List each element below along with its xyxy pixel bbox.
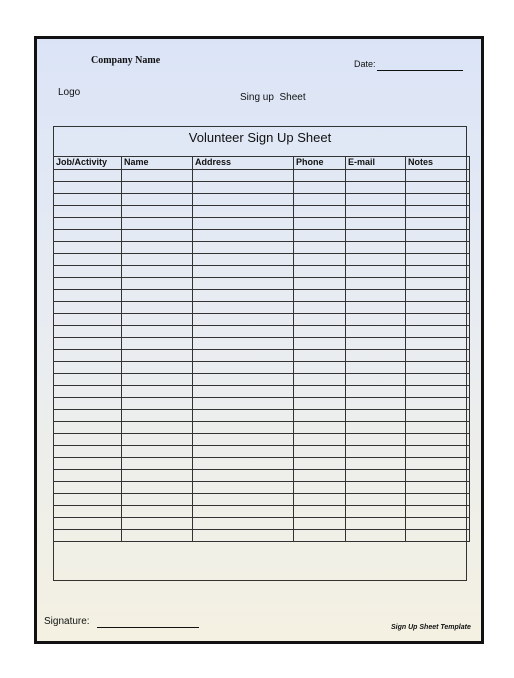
table-cell[interactable] [193, 518, 294, 530]
table-cell[interactable] [406, 362, 470, 374]
table-cell[interactable] [294, 326, 346, 338]
table-cell[interactable] [122, 242, 193, 254]
table-cell[interactable] [346, 494, 406, 506]
table-cell[interactable] [294, 506, 346, 518]
table-cell[interactable] [193, 278, 294, 290]
sign-up-sheet-document [34, 36, 484, 644]
table-cell[interactable] [406, 398, 470, 410]
table-cell[interactable] [346, 422, 406, 434]
table-cell[interactable] [346, 518, 406, 530]
table-row [54, 242, 470, 254]
table-cell[interactable] [346, 326, 406, 338]
table-cell[interactable] [406, 290, 470, 302]
table-cell[interactable] [122, 446, 193, 458]
table-cell[interactable] [193, 218, 294, 230]
table-cell[interactable] [193, 182, 294, 194]
table-row [54, 170, 470, 182]
table-cell[interactable] [346, 434, 406, 446]
table-cell[interactable] [54, 242, 122, 254]
table-cell[interactable] [54, 194, 122, 206]
table-cell[interactable] [54, 326, 122, 338]
table-cell[interactable] [122, 422, 193, 434]
table-cell[interactable] [294, 374, 346, 386]
sheet-subtitle: Sing up Sheet [240, 92, 306, 103]
table-cell[interactable] [406, 458, 470, 470]
volunteer-table [53, 156, 470, 542]
table-cell[interactable] [346, 398, 406, 410]
table-row [54, 314, 470, 326]
table-cell[interactable] [294, 254, 346, 266]
table-row [54, 470, 470, 482]
table-cell[interactable] [122, 206, 193, 218]
table-cell[interactable] [346, 194, 406, 206]
table-row [54, 326, 470, 338]
table-cell[interactable] [122, 254, 193, 266]
table-cell[interactable] [406, 302, 470, 314]
table-cell[interactable] [346, 218, 406, 230]
table-cell[interactable] [54, 518, 122, 530]
table-cell[interactable] [54, 302, 122, 314]
table-cell[interactable] [122, 482, 193, 494]
table-cell[interactable] [406, 410, 470, 422]
table-cell[interactable] [406, 254, 470, 266]
table-cell[interactable] [294, 170, 346, 182]
table-row [54, 218, 470, 230]
table-cell[interactable] [346, 314, 406, 326]
table-cell[interactable] [294, 302, 346, 314]
table-cell[interactable] [193, 302, 294, 314]
table-cell[interactable] [122, 434, 193, 446]
table-cell[interactable] [193, 386, 294, 398]
table-row [54, 434, 470, 446]
table-cell[interactable] [406, 470, 470, 482]
table-cell[interactable] [346, 470, 406, 482]
table-row [54, 362, 470, 374]
table-cell[interactable] [122, 518, 193, 530]
table-cell[interactable] [346, 242, 406, 254]
table-cell[interactable] [294, 518, 346, 530]
table-cell[interactable] [54, 410, 122, 422]
table-cell[interactable] [406, 182, 470, 194]
table-cell[interactable] [294, 230, 346, 242]
table-cell[interactable] [346, 482, 406, 494]
table-cell[interactable] [294, 314, 346, 326]
table-cell[interactable] [346, 386, 406, 398]
table-cell[interactable] [406, 386, 470, 398]
table-cell[interactable] [54, 422, 122, 434]
table-cell[interactable] [122, 302, 193, 314]
table-cell[interactable] [193, 530, 294, 542]
table-cell[interactable] [294, 266, 346, 278]
date-label: Date: [354, 59, 376, 69]
table-body [54, 170, 470, 542]
table-title: Volunteer Sign Up Sheet [188, 130, 332, 145]
table-row [54, 530, 470, 542]
table-cell[interactable] [193, 422, 294, 434]
table-cell[interactable] [54, 254, 122, 266]
table-cell[interactable] [193, 362, 294, 374]
table-row [54, 194, 470, 206]
table-cell[interactable] [122, 386, 193, 398]
table-cell[interactable] [294, 290, 346, 302]
template-caption: Sign Up Sheet Template [391, 624, 471, 631]
table-cell[interactable] [122, 350, 193, 362]
table-cell[interactable] [406, 194, 470, 206]
table-cell[interactable] [122, 338, 193, 350]
table-cell[interactable] [193, 326, 294, 338]
table-cell[interactable] [193, 242, 294, 254]
table-row [54, 398, 470, 410]
table-cell[interactable] [294, 494, 346, 506]
table-cell[interactable] [54, 362, 122, 374]
table-cell[interactable] [406, 518, 470, 530]
logo-placeholder: Logo [58, 87, 81, 98]
table-cell[interactable] [406, 314, 470, 326]
table-cell[interactable] [346, 374, 406, 386]
table-row [54, 182, 470, 194]
table-cell[interactable] [54, 230, 122, 242]
table-cell[interactable] [193, 194, 294, 206]
table-row [54, 230, 470, 242]
table-cell[interactable] [122, 458, 193, 470]
table-cell[interactable] [406, 266, 470, 278]
table-cell[interactable] [193, 254, 294, 266]
table-cell[interactable] [294, 422, 346, 434]
table-cell[interactable] [122, 230, 193, 242]
table-row [54, 278, 470, 290]
table-cell[interactable] [122, 278, 193, 290]
table-cell[interactable] [346, 458, 406, 470]
table-cell[interactable] [54, 494, 122, 506]
table-row [54, 422, 470, 434]
table-cell[interactable] [346, 350, 406, 362]
table-cell[interactable] [346, 278, 406, 290]
table-cell[interactable] [406, 422, 470, 434]
table-cell[interactable] [122, 398, 193, 410]
table-cell[interactable] [294, 530, 346, 542]
table-row [54, 506, 470, 518]
table-row [54, 458, 470, 470]
table-cell[interactable] [54, 386, 122, 398]
table-cell[interactable] [193, 506, 294, 518]
table-cell[interactable] [406, 374, 470, 386]
table-cell[interactable] [294, 338, 346, 350]
table-cell[interactable] [294, 398, 346, 410]
table-cell[interactable] [294, 410, 346, 422]
table-cell[interactable] [406, 506, 470, 518]
column-header-name: Name [122, 157, 193, 170]
table-cell[interactable] [122, 290, 193, 302]
table-cell[interactable] [193, 314, 294, 326]
table-cell[interactable] [406, 230, 470, 242]
table-cell[interactable] [54, 530, 122, 542]
table-cell[interactable] [54, 434, 122, 446]
table-cell[interactable] [294, 350, 346, 362]
table-row [54, 206, 470, 218]
table-cell[interactable] [54, 206, 122, 218]
table-row [54, 482, 470, 494]
table-cell[interactable] [54, 458, 122, 470]
table-cell[interactable] [346, 230, 406, 242]
table-cell[interactable] [193, 350, 294, 362]
table-cell[interactable] [54, 218, 122, 230]
date-blank-line[interactable] [377, 70, 463, 71]
table-cell[interactable] [346, 506, 406, 518]
table-cell[interactable] [346, 170, 406, 182]
table-cell[interactable] [193, 410, 294, 422]
column-header-notes: Notes [406, 157, 470, 170]
table-cell[interactable] [294, 458, 346, 470]
table-cell[interactable] [406, 446, 470, 458]
table-cell[interactable] [122, 218, 193, 230]
table-cell[interactable] [54, 290, 122, 302]
table-cell[interactable] [406, 338, 470, 350]
table-cell[interactable] [193, 494, 294, 506]
table-cell[interactable] [294, 182, 346, 194]
table-cell[interactable] [346, 206, 406, 218]
table-cell[interactable] [54, 350, 122, 362]
table-cell[interactable] [122, 326, 193, 338]
table-cell[interactable] [406, 206, 470, 218]
table-cell[interactable] [54, 470, 122, 482]
column-header-email: E-mail [346, 157, 406, 170]
table-cell[interactable] [294, 206, 346, 218]
table-cell[interactable] [346, 530, 406, 542]
table-cell[interactable] [54, 278, 122, 290]
table-cell[interactable] [54, 182, 122, 194]
signature-label: Signature: [44, 616, 90, 627]
table-cell[interactable] [193, 398, 294, 410]
table-cell[interactable] [54, 482, 122, 494]
table-cell[interactable] [122, 374, 193, 386]
table-row [54, 302, 470, 314]
table-cell[interactable] [54, 170, 122, 182]
table-row [54, 518, 470, 530]
table-row [54, 350, 470, 362]
table-row [54, 254, 470, 266]
table-cell[interactable] [193, 482, 294, 494]
table-cell[interactable] [346, 182, 406, 194]
table-cell[interactable] [294, 434, 346, 446]
table-cell[interactable] [193, 446, 294, 458]
table-cell[interactable] [122, 410, 193, 422]
table-cell[interactable] [346, 446, 406, 458]
table-cell[interactable] [406, 530, 470, 542]
table-cell[interactable] [294, 194, 346, 206]
table-row [54, 266, 470, 278]
table-cell[interactable] [54, 398, 122, 410]
table-row [54, 446, 470, 458]
table-cell[interactable] [122, 362, 193, 374]
table-cell[interactable] [406, 242, 470, 254]
table-cell[interactable] [294, 218, 346, 230]
table-cell[interactable] [294, 446, 346, 458]
table-cell[interactable] [193, 470, 294, 482]
table-cell[interactable] [122, 170, 193, 182]
table-cell[interactable] [406, 350, 470, 362]
company-name: Company Name [91, 55, 161, 66]
table-cell[interactable] [406, 482, 470, 494]
table-cell[interactable] [406, 170, 470, 182]
column-header-job-activity: Job/Activity [54, 157, 122, 170]
table-cell[interactable] [346, 362, 406, 374]
table-cell[interactable] [294, 242, 346, 254]
table-cell[interactable] [122, 530, 193, 542]
table-cell[interactable] [54, 314, 122, 326]
table-cell[interactable] [406, 278, 470, 290]
table-cell[interactable] [346, 290, 406, 302]
table-cell[interactable] [122, 494, 193, 506]
table-cell[interactable] [406, 434, 470, 446]
table-row [54, 410, 470, 422]
table-cell[interactable] [122, 182, 193, 194]
volunteer-table-frame [53, 126, 467, 581]
table-cell[interactable] [122, 194, 193, 206]
table-cell[interactable] [193, 170, 294, 182]
table-cell[interactable] [54, 266, 122, 278]
table-row [54, 290, 470, 302]
table-cell[interactable] [294, 362, 346, 374]
table-cell[interactable] [346, 410, 406, 422]
table-row [54, 494, 470, 506]
table-row [54, 338, 470, 350]
table-row [54, 374, 470, 386]
table-cell[interactable] [122, 314, 193, 326]
table-cell[interactable] [406, 494, 470, 506]
table-cell[interactable] [122, 506, 193, 518]
table-cell[interactable] [122, 470, 193, 482]
table-cell[interactable] [193, 206, 294, 218]
table-cell[interactable] [346, 266, 406, 278]
table-cell[interactable] [294, 386, 346, 398]
table-cell[interactable] [193, 290, 294, 302]
table-cell[interactable] [54, 374, 122, 386]
table-cell[interactable] [294, 278, 346, 290]
table-cell[interactable] [294, 482, 346, 494]
table-cell[interactable] [294, 470, 346, 482]
table-cell[interactable] [193, 458, 294, 470]
table-cell[interactable] [193, 230, 294, 242]
table-cell[interactable] [54, 446, 122, 458]
table-cell[interactable] [193, 338, 294, 350]
table-cell[interactable] [346, 338, 406, 350]
table-cell[interactable] [346, 254, 406, 266]
table-cell[interactable] [406, 218, 470, 230]
signature-blank-line[interactable] [97, 627, 199, 628]
table-cell[interactable] [54, 506, 122, 518]
table-row [54, 386, 470, 398]
table-cell[interactable] [193, 374, 294, 386]
table-header-row [54, 157, 470, 170]
table-cell[interactable] [193, 434, 294, 446]
table-cell[interactable] [193, 266, 294, 278]
column-header-phone: Phone [294, 157, 346, 170]
table-cell[interactable] [406, 326, 470, 338]
table-cell[interactable] [54, 338, 122, 350]
table-cell[interactable] [122, 266, 193, 278]
table-cell[interactable] [346, 302, 406, 314]
column-header-address: Address [193, 157, 294, 170]
